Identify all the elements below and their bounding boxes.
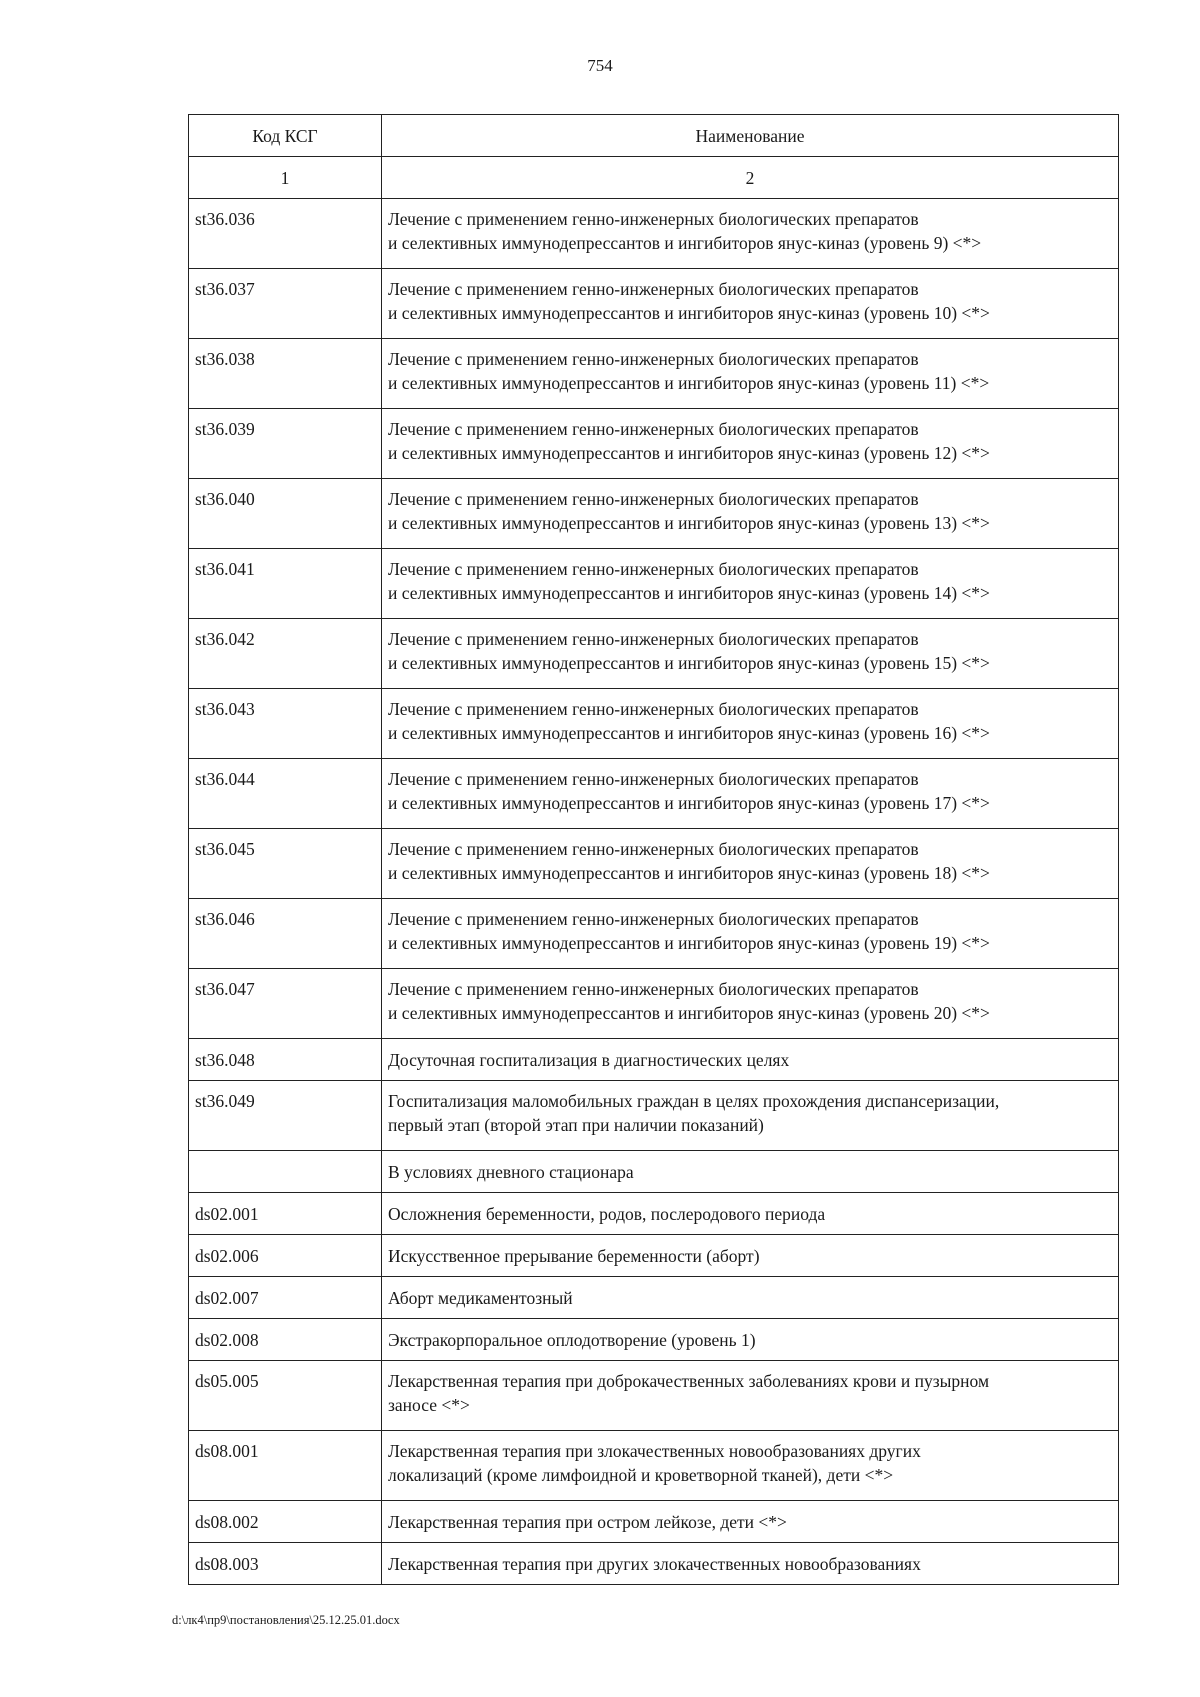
table-row [189, 1193, 1119, 1235]
table-row [189, 1039, 1119, 1081]
table-row [189, 199, 1119, 269]
ksg-name-cell: Лечение с применением генно-инженерных биологических препаратов и селективных иммунодепрессантов и ингибиторов янус-киназ (уровень 14) <*> [382, 549, 1119, 619]
ksg-name-cell: Лечение с применением генно-инженерных биологических препаратов и селективных иммунодепрессантов и ингибиторов янус-киназ (уровень 10) <*> [382, 269, 1119, 339]
ksg-code-cell: st36.041 [189, 549, 382, 619]
ksg-code-cell: ds02.007 [189, 1277, 382, 1319]
ksg-name-cell: Лечение с применением генно-инженерных биологических препаратов и селективных иммунодепрессантов и ингибиторов янус-киназ (уровень 18) <*> [382, 829, 1119, 899]
table-row [189, 409, 1119, 479]
ksg-table [188, 114, 1119, 1585]
ksg-name-cell: Лекарственная терапия при остром лейкозе, дети <*> [382, 1501, 1119, 1543]
ksg-code-cell: ds02.006 [189, 1235, 382, 1277]
ksg-code-cell: st36.039 [189, 409, 382, 479]
ksg-code-cell: st36.040 [189, 479, 382, 549]
ksg-name-cell: Лечение с применением генно-инженерных биологических препаратов и селективных иммунодепрессантов и ингибиторов янус-киназ (уровень 15) <*> [382, 619, 1119, 689]
ksg-name-cell: Лечение с применением генно-инженерных биологических препаратов и селективных иммунодепрессантов и ингибиторов янус-киназ (уровень 20) <*> [382, 969, 1119, 1039]
table-row [189, 1319, 1119, 1361]
ksg-name-cell: Госпитализация маломобильных граждан в целях прохождения диспансеризации, первый этап (второй этап при наличии показаний) [382, 1081, 1119, 1151]
table-row [189, 1081, 1119, 1151]
header-code: Код КСГ [189, 115, 382, 157]
header-name: Наименование [382, 115, 1119, 157]
ksg-code-cell: st36.045 [189, 829, 382, 899]
ksg-code-cell: ds02.001 [189, 1193, 382, 1235]
ksg-code-cell: st36.044 [189, 759, 382, 829]
ksg-code-cell: st36.043 [189, 689, 382, 759]
ksg-code-cell: st36.047 [189, 969, 382, 1039]
table-row [189, 269, 1119, 339]
table-row [189, 549, 1119, 619]
table-row [189, 829, 1119, 899]
ksg-code-cell: st36.046 [189, 899, 382, 969]
ksg-name-cell: В условиях дневного стационара [382, 1151, 1119, 1193]
ksg-code-cell: st36.049 [189, 1081, 382, 1151]
ksg-code-cell: ds08.002 [189, 1501, 382, 1543]
ksg-name-cell: Лечение с применением генно-инженерных биологических препаратов и селективных иммунодепрессантов и ингибиторов янус-киназ (уровень 19) <*> [382, 899, 1119, 969]
ksg-name-cell: Досуточная госпитализация в диагностических целях [382, 1039, 1119, 1081]
ksg-code-cell: ds08.003 [189, 1543, 382, 1585]
ksg-name-cell: Лечение с применением генно-инженерных биологических препаратов и селективных иммунодепрессантов и ингибиторов янус-киназ (уровень 12) <*> [382, 409, 1119, 479]
column-number-row [189, 157, 1119, 199]
ksg-name-cell: Лечение с применением генно-инженерных биологических препаратов и селективных иммунодепрессантов и ингибиторов янус-киназ (уровень 13) <*> [382, 479, 1119, 549]
table-row [189, 1151, 1119, 1193]
ksg-name-cell: Лекарственная терапия при злокачественных новообразованиях других локализаций (кроме лимфоидной и кроветворной тканей), дети <*> [382, 1431, 1119, 1501]
ksg-code-cell [189, 1151, 382, 1193]
table-row [189, 689, 1119, 759]
ksg-code-cell: st36.048 [189, 1039, 382, 1081]
ksg-code-cell: ds02.008 [189, 1319, 382, 1361]
ksg-code-cell: ds08.001 [189, 1431, 382, 1501]
page-number: 754 [587, 56, 613, 75]
ksg-code-cell: st36.037 [189, 269, 382, 339]
table-row [189, 899, 1119, 969]
table-row [189, 619, 1119, 689]
table-row [189, 339, 1119, 409]
table-header-row [189, 115, 1119, 157]
ksg-name-cell: Лекарственная терапия при других злокачественных новообразованиях [382, 1543, 1119, 1585]
table-row [189, 1431, 1119, 1501]
ksg-code-cell: st36.036 [189, 199, 382, 269]
table-row [189, 759, 1119, 829]
ksg-name-cell: Экстракорпоральное оплодотворение (уровень 1) [382, 1319, 1119, 1361]
column-number-2: 2 [382, 157, 1119, 199]
ksg-code-cell: st36.038 [189, 339, 382, 409]
table-row [189, 479, 1119, 549]
table-row [189, 1543, 1119, 1585]
ksg-code-cell: ds05.005 [189, 1361, 382, 1431]
ksg-name-cell: Лечение с применением генно-инженерных биологических препаратов и селективных иммунодепрессантов и ингибиторов янус-киназ (уровень 9) <*> [382, 199, 1119, 269]
ksg-name-cell: Лечение с применением генно-инженерных биологических препаратов и селективных иммунодепрессантов и ингибиторов янус-киназ (уровень 16) <*> [382, 689, 1119, 759]
table-row [189, 1361, 1119, 1431]
table-row [189, 1501, 1119, 1543]
column-number-1: 1 [189, 157, 382, 199]
footer-file-path: d:\лк4\пр9\постановления\25.12.25.01.docx [172, 1613, 400, 1627]
ksg-name-cell: Аборт медикаментозный [382, 1277, 1119, 1319]
table-row [189, 1277, 1119, 1319]
ksg-code-cell: st36.042 [189, 619, 382, 689]
ksg-name-cell: Осложнения беременности, родов, послеродового периода [382, 1193, 1119, 1235]
table-row [189, 1235, 1119, 1277]
ksg-name-cell: Лечение с применением генно-инженерных биологических препаратов и селективных иммунодепрессантов и ингибиторов янус-киназ (уровень 11) <*> [382, 339, 1119, 409]
ksg-name-cell: Лечение с применением генно-инженерных биологических препаратов и селективных иммунодепрессантов и ингибиторов янус-киназ (уровень 17) <*> [382, 759, 1119, 829]
ksg-name-cell: Лекарственная терапия при доброкачественных заболеваниях крови и пузырном заносе <*> [382, 1361, 1119, 1431]
ksg-name-cell: Искусственное прерывание беременности (аборт) [382, 1235, 1119, 1277]
table-row [189, 969, 1119, 1039]
